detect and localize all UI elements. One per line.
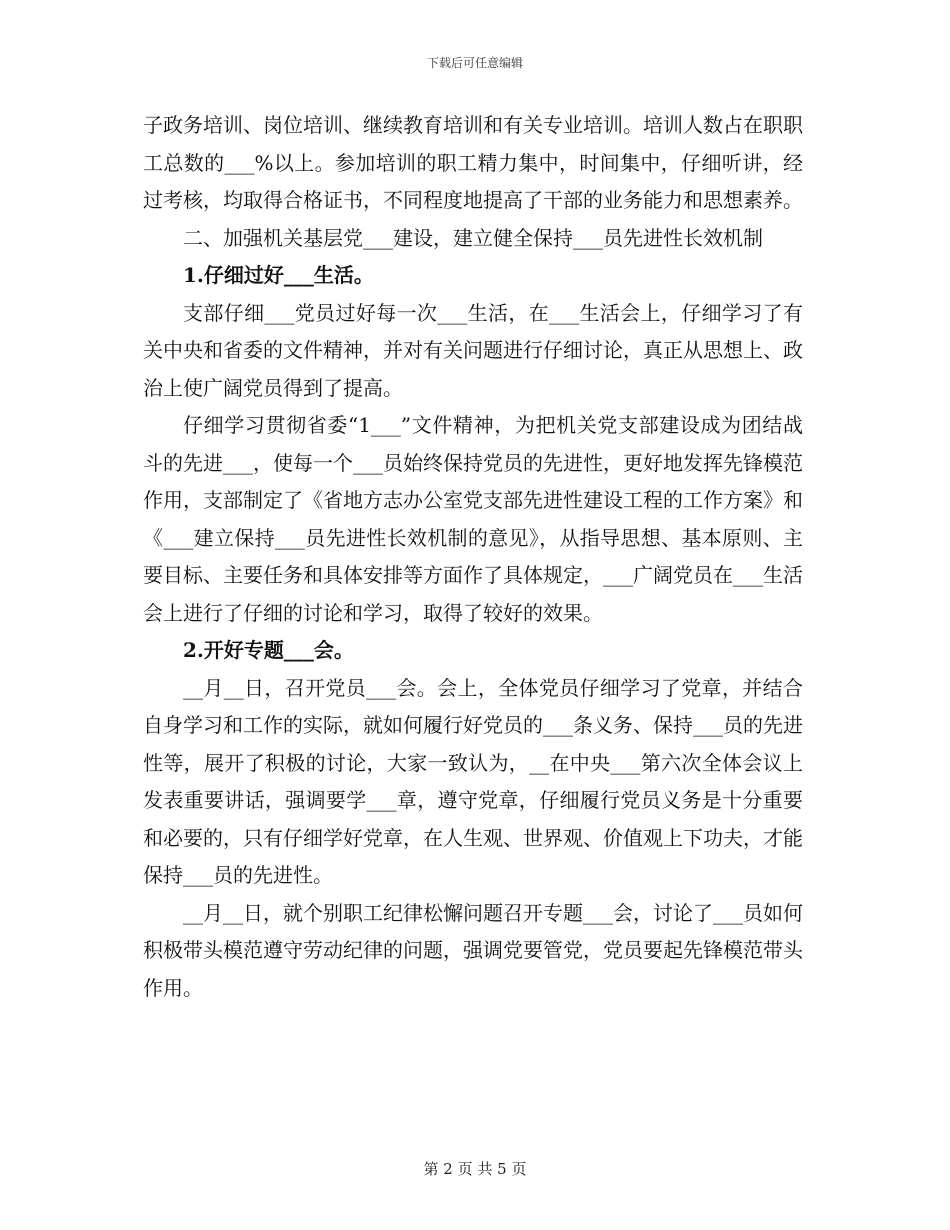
paragraph-party-member-meeting: __月__日，召开党员___会。会上，全体党员仔细学习了党章，并结合自身学习和工作的实际，就如何履行好党员的___条义务、保持___员的先进性等，展开了积极的讨论，大家一致认为，__在中央___第六次全体会议上发表重要讲话，强调要学___章，遵守党章，仔细履行党员义务是十分重要和必要的，只有仔细学好党章，在人生观、世界观、价值观上下功夫，才能保持___员的先进性。 <box>143 675 803 887</box>
subheading-organizational-life: 1.仔细过好___生活。 <box>183 263 374 287</box>
page-header-note: 下载后可任意编辑 <box>426 56 523 70</box>
paragraph-discipline-meeting: __月__日，就个别职工纪律松懈问题召开专题___会，讨论了___员如何积极带头模范遵守劳动纪律的问题，强调党要管党，党员要起先锋模范带头作用。 <box>143 900 803 1000</box>
section-title-party-building: 二、加强机关基层党___建设，建立健全保持___员先进性长效机制 <box>183 225 763 250</box>
paragraph-training-summary: 子政务培训、岗位培训、继续教育培训和有关专业培训。培训人数占在职职工总数的___%以上。参加培训的职工精力集中，时间集中，仔细听讲，经过考核，均取得合格证书，不同程度地提高了干部的业务能力和思想素养。 <box>143 113 803 212</box>
paragraph-organizational-life: 支部仔细___党员过好每一次___生活，在___生活会上，仔细学习了有关中央和省委的文件精神，并对有关问题进行仔细讨论，真正从思想上、政治上使广阔党员得到了提高。 <box>143 300 803 400</box>
paragraph-provincial-document: 仔细学习贯彻省委“1___”文件精神，为把机关党支部建设成为团结战斗的先进___，使每一个___员始终保持党员的先进性，更好地发挥先锋模范作用，支部制定了《省地方志办公室党支部先进性建设工程的工作方案》和《___建立保持___员先进性长效机制的意见》，从指导思想、基本原则、主要目标、主要任务和具体安排等方面作了具体规定，___广阔党员在___生活会上进行了仔细的讨论和学习，取得了较好的效果。 <box>143 413 803 625</box>
subheading-special-meeting: 2.开好专题___会。 <box>183 638 354 662</box>
page-number-footer: 第 2 页 共 5 页 <box>423 1160 527 1178</box>
document-body <box>143 107 803 1007</box>
